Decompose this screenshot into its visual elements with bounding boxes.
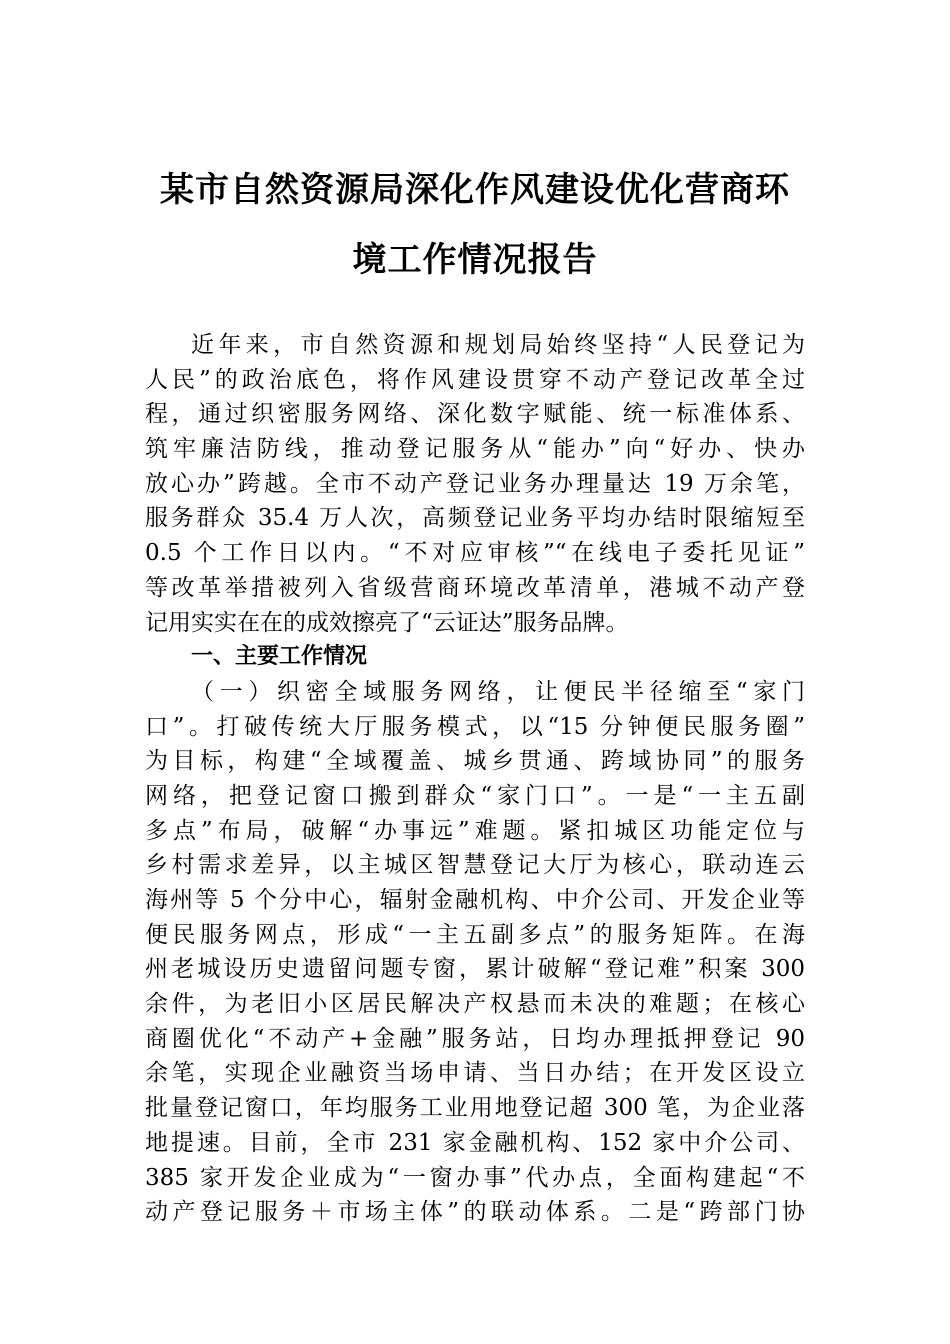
text-line: 人民”的政治底色，将作风建设贯穿不动产登记改革全过 — [145, 366, 805, 393]
text-line: 为目标，构建“全域覆盖、城乡贯通、跨域协同”的服务 — [145, 748, 805, 775]
text-line: 程，通过织密服务网络、深化数字赋能、统一标准体系、 — [145, 401, 805, 428]
text-line: 近年来，市自然资源和规划局始终坚持“人民登记为 — [191, 332, 805, 358]
text-line: 批量登记窗口，年均服务工业用地登记超 300 笔，为企业落 — [145, 1095, 805, 1122]
text-line: 等改革举措被列入省级营商环境改革清单，港城不动产登 — [145, 574, 805, 601]
text-line: 筑牢廉洁防线，推动登记服务从“能办”向“好办、快办 — [145, 436, 805, 463]
section-heading: 一、主要工作情况 — [191, 644, 368, 670]
text-line: 多点”布局，破解“办事远”难题。紧扣城区功能定位与 — [145, 817, 805, 844]
text-line: 动产登记服务＋市场主体”的联动体系。二是“跨部门协 — [145, 1199, 805, 1226]
document-title-line-2: 境工作情况报告 — [352, 240, 598, 280]
text-line: （一）织密全域服务网络，让便民半径缩至“家门 — [191, 678, 805, 705]
text-line: 385 家开发企业成为“一窗办事”代办点，全面构建起“不 — [145, 1164, 805, 1191]
text-line: 口”。打破传统大厅服务模式，以“15 分钟便民服务圈” — [145, 713, 805, 740]
text-line: 服务群众 35.4 万人次，高频登记业务平均办结时限缩短至 — [145, 505, 805, 532]
text-line: 余件，为老旧小区居民解决产权悬而未决的难题；在核心 — [145, 991, 805, 1018]
text-line: 地提速。目前，全市 231 家金融机构、152 家中介公司、 — [145, 1129, 805, 1156]
text-line: 记用实实在在的成效擦亮了“云证达”服务品牌。 — [145, 609, 629, 636]
text-line: 乡村需求差异，以主城区智慧登记大厅为核心，联动连云 — [145, 852, 805, 879]
text-line: 0.5 个工作日以内。“不对应审核”“在线电子委托见证” — [145, 540, 805, 567]
text-line: 州老城设历史遗留问题专窗，累计破解“登记难”积案 300 — [145, 956, 805, 983]
text-line: 放心办”跨越。全市不动产登记业务办理量达 19 万余笔， — [145, 470, 805, 497]
text-line: 余笔，实现企业融资当场申请、当日办结；在开发区设立 — [145, 1060, 805, 1087]
text-line: 海州等 5 个分中心，辐射金融机构、中介公司、开发企业等 — [145, 887, 805, 913]
document-title-line-1: 某市自然资源局深化作风建设优化营商环 — [160, 170, 790, 210]
text-line: 便民服务网点，形成“一主五副多点”的服务矩阵。在海 — [145, 921, 805, 948]
text-line: 商圈优化“不动产+金融”服务站，日均办理抵押登记 90 — [145, 1025, 805, 1052]
text-line: 网络，把登记窗口搬到群众“家门口”。一是“一主五副 — [145, 782, 805, 809]
document-body — [145, 328, 805, 1230]
